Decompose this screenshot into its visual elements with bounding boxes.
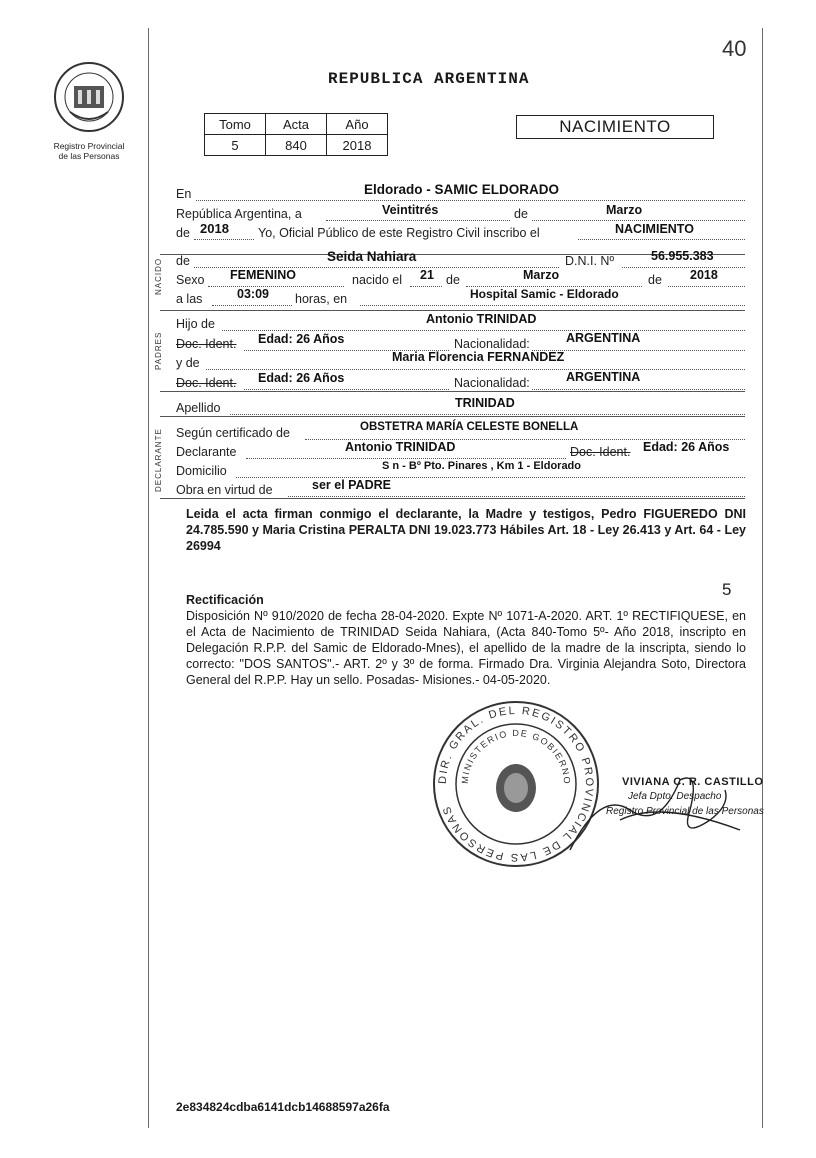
- closing-statement: Leida el acta firman conmigo el declarante, la Madre y testigos, Pedro FIGUEREDO DNI 24.785.590 y Maria Cristina PERALTA DNI 19.023.773 Hábiles Art. 18 - Ley 26.413 y Art. 64 - Ley 26994: [186, 507, 746, 553]
- logo-caption-line2: de las Personas: [58, 151, 120, 161]
- rule-padres: [160, 391, 745, 392]
- label-doc-ident-padre: Doc. Ident.: [176, 337, 237, 351]
- value-madre-nac: ARGENTINA: [566, 370, 641, 384]
- value-madre: Maria Florencia FERNANDEZ: [392, 350, 565, 364]
- value-anio: 2018: [200, 221, 229, 236]
- signature-name: VIVIANA C. R. CASTILLO: [622, 776, 764, 788]
- value-madre-doc: Edad: 26 Años: [258, 371, 345, 385]
- label-obra: Obra en virtud de: [176, 483, 273, 497]
- logo-caption-line1: Registro Provincial: [53, 141, 125, 151]
- label-de-mes-nac: de: [446, 273, 460, 287]
- label-segun-certificado: Según certificado de: [176, 426, 290, 440]
- registry-table: [204, 113, 388, 156]
- acta-header: Acta: [266, 114, 327, 135]
- signature-role: Jefa Dpto. Despacho: [628, 791, 722, 802]
- acta-value: 840: [266, 135, 327, 156]
- left-margin-line: [148, 28, 149, 1128]
- label-yo-oficial: Yo, Oficial Público de este Registro Civil inscribo el: [258, 226, 540, 240]
- rule-nacido: [160, 310, 745, 311]
- value-hora: 03:09: [237, 287, 269, 301]
- value-padre-doc: Edad: 26 Años: [258, 332, 345, 346]
- rectificacion-number: 5: [722, 580, 732, 599]
- value-mes: Marzo: [606, 203, 643, 217]
- value-mes-nac: Marzo: [523, 268, 560, 282]
- label-de-mes: de: [514, 207, 528, 221]
- label-doc-ident-declarante: Doc. Ident.: [570, 445, 631, 459]
- label-de-nombre: de: [176, 254, 190, 268]
- tomo-header: Tomo: [205, 114, 266, 135]
- value-dia-nac: 21: [420, 268, 434, 282]
- label-en: En: [176, 187, 192, 201]
- anio-value: 2018: [327, 135, 388, 156]
- rectificacion-title: Rectificación: [186, 593, 264, 607]
- value-dni: 56.955.383: [651, 249, 714, 263]
- value-certificado: OBSTETRA MARÍA CELESTE BONELLA: [360, 421, 579, 433]
- logo-caption: [38, 141, 140, 161]
- value-sexo: FEMENINO: [230, 268, 296, 282]
- label-hijo-de: Hijo de: [176, 317, 215, 331]
- rule-apellido: [160, 416, 745, 417]
- value-domicilio: S n - Bº Pto. Pinares , Km 1 - Eldorado: [382, 460, 581, 472]
- label-horas-en: horas, en: [295, 292, 348, 306]
- value-lugar: Eldorado - SAMIC ELDORADO: [364, 182, 559, 197]
- right-margin-line: [762, 28, 763, 1128]
- value-dia-letras: Veintitrés: [382, 203, 439, 217]
- label-sexo: Sexo: [176, 273, 205, 287]
- document-title: REPUBLICA ARGENTINA: [328, 70, 530, 88]
- value-padre: Antonio TRINIDAD: [426, 312, 537, 326]
- label-domicilio: Domicilio: [176, 464, 227, 478]
- side-label-declarante: DECLARANTE: [154, 428, 163, 492]
- value-declarante: Antonio TRINIDAD: [345, 440, 456, 454]
- value-apellido: TRINIDAD: [455, 396, 515, 410]
- rule-declarante: [160, 498, 745, 499]
- side-label-padres: PADRES: [154, 331, 163, 370]
- document-type-box: NACIMIENTO: [516, 115, 714, 139]
- value-obra: ser el PADRE: [312, 478, 391, 492]
- value-padre-nac: ARGENTINA: [566, 331, 641, 345]
- value-anio-nac: 2018: [690, 268, 718, 282]
- label-y-de: y de: [176, 356, 200, 370]
- value-tipo: NACIMIENTO: [615, 222, 694, 236]
- label-republica: República Argentina, a: [176, 207, 302, 221]
- side-label-nacido: NACIDO: [154, 257, 163, 295]
- value-lugar-nac: Hospital Samic - Eldorado: [470, 287, 619, 301]
- label-nacionalidad-madre: Nacionalidad:: [454, 376, 530, 390]
- handwritten-signature: [560, 750, 760, 860]
- rectificacion-body: Disposición Nº 910/2020 de fecha 28-04-2020. Expte Nº 1071-A-2020. ART. 1º RECTIFIQUESE, en el Acta de Nacimiento de TRINIDAD Seida Nahiara, (Acta 840-Tomo 5º- Año 2018, inscripto en Delegación R.P.P. del Samic de Eldorado-Mnes), el apellido de la madre de la inscripta, siendo lo correcto: "DOS SANTOS".- ART. 2º y 3º de forma. Firmado Dra. Virginia Alejandra Soto, Directora General del R.P.P. Hay un sello. Posadas- Misiones.- 04-05-2020.: [186, 609, 746, 687]
- value-declarante-doc: Edad: 26 Años: [643, 440, 730, 454]
- label-declarante: Declarante: [176, 445, 237, 459]
- label-apellido: Apellido: [176, 401, 221, 415]
- label-de-anio: de: [176, 226, 190, 240]
- label-nacido-el: nacido el: [352, 273, 403, 287]
- stamp-outer-text: DIR. GRAL. DEL REGISTRO PROVINCIAL DE LAS PERSONAS: [436, 704, 596, 864]
- value-nombre: Seida Nahiara: [327, 249, 417, 264]
- page-number: 40: [722, 36, 747, 61]
- document-hash: 2e834824cdba6141dcb14688597a26fa: [176, 1100, 390, 1114]
- anio-header: Año: [327, 114, 388, 135]
- label-a-las: a las: [176, 292, 203, 306]
- registry-seal-logo: [52, 60, 126, 134]
- label-nacionalidad-padre: Nacionalidad:: [454, 337, 530, 351]
- label-doc-ident-madre: Doc. Ident.: [176, 376, 237, 390]
- label-de-anio-nac: de: [648, 273, 662, 287]
- label-dni: D.N.I. Nº: [565, 254, 615, 268]
- tomo-value: 5: [205, 135, 266, 156]
- stamp-inner-text: MINISTERIO DE GOBIERNO: [459, 727, 573, 786]
- signature-department: Registro Provincial de las Personas: [606, 806, 764, 817]
